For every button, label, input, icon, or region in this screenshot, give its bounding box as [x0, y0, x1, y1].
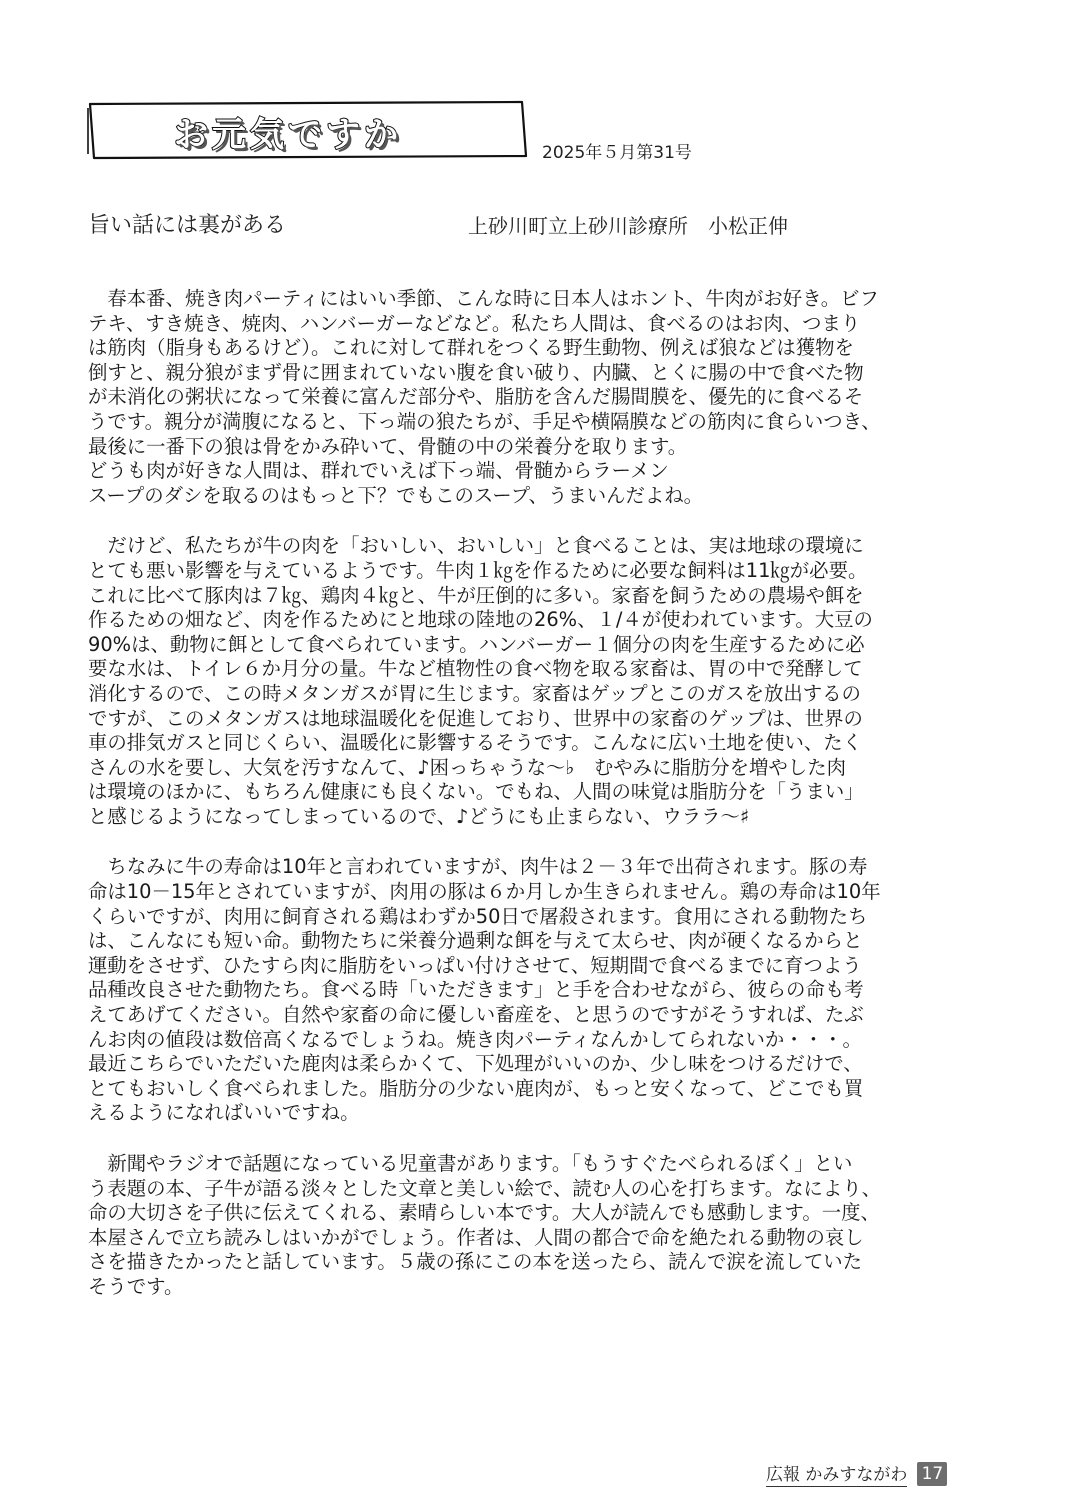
text-line: そうです。 [88, 1274, 184, 1298]
text-line: えるようになればいいですね。 [88, 1101, 360, 1125]
text-line: スープのダシを取るのはもっと下？でもこのスープ、うまいんだよね。 [88, 483, 704, 507]
issue-label: 2025年５月第31号 [542, 143, 692, 163]
text-line: 最近こちらでいただいた鹿肉は柔らかくて、下処理がいいのか、少し味をつけるだけで、 [88, 1052, 863, 1076]
text-line: うです。親分が満腹になると、下っ端の狼たちが、手足や横隔膜などの筋肉に食らいつき、 [88, 409, 881, 433]
text-line: だけど、私たちが牛の肉を「おいしい、おいしい」と食べることは、実は地球の環境に [88, 534, 864, 558]
text-line: 90%は、動物に餌として食べられています。ハンバーガー１個分の肉を生産するために必 [88, 632, 865, 656]
text-line: えてあげてください。自然や家畜の命に優しい畜産を、と思うのですがそうすれば、たぶ [88, 1003, 864, 1027]
paragraph-3 [88, 855, 982, 1126]
text-line: 新聞やラジオで話題になっている児童書があります。「もうすぐたべられるぼく」とい [88, 1152, 853, 1175]
text-line: さんの水を要し、大気を汚すなんて、♪困っちゃうな～♭ むやみに脂肪分を増やした肉 [88, 755, 846, 779]
text-line: とてもおいしく食べられました。脂肪分の少ない鹿肉が、もっと安くなって、どこでも買 [88, 1076, 864, 1100]
text-line: ですが、このメタンガスは地球温暖化を促進しており、世界中の家畜のゲップは、世界の [88, 706, 863, 730]
text-line: どうも肉が好きな人間は、群れでいえば下っ端、骨髄からラーメン [88, 459, 669, 483]
text-line: 命は10－15年とされていますが、肉用の豚は６か月しか生きられません。鶏の寿命は10年 [88, 880, 881, 904]
text-line: が未消化の粥状になって栄養に富んだ部分や、脂肪を含んだ腸間膜を、優先的に食べるそ [88, 385, 864, 409]
text-line: 作るための畑など、肉を作るためにと地球の陸地の26%、１/４が使われています。大豆の [88, 608, 873, 632]
paragraph-2 [88, 534, 982, 829]
paragraph-4 [88, 1152, 982, 1300]
column-title-frame [86, 100, 530, 162]
text-line: 命の大切さを子供に伝えてくれる、素晴らしい本です。大人が読んでも感動します。一度、 [88, 1201, 880, 1225]
text-line: 要な水は、トイレ６か月分の量。牛など植物性の食べ物を取る家畜は、胃の中で発酵して [88, 657, 863, 681]
article-author: 上砂川町立上砂川診療所 小松正伸 [468, 214, 788, 238]
page-number: 17 [917, 1462, 947, 1486]
text-line: 春本番、焼き肉パーティにはいい季節、こんな時に日本人はホント、牛肉がお好き。ビフ [88, 287, 879, 310]
text-line: 消化するので、この時メタンガスが胃に生じます。家畜はゲップとこのガスを放出するの [88, 681, 861, 705]
text-line: 品種改良させた動物たち。食べる時「いただきます」と手を合わせながら、彼らの命も考 [88, 978, 864, 1002]
publication-name: 広報 かみすながわ [766, 1460, 907, 1487]
text-line: テキ、すき焼き、焼肉、ハンバーガーなどなど。私たち人間は、食べるのはお肉、つまり [88, 311, 861, 335]
text-line: 車の排気ガスと同じくらい、温暖化に影響するそうです。こんなに広い土地を使い、たく [88, 731, 863, 755]
text-line: は、こんなにも短い命。動物たちに栄養分過剰な餌を与えて太らせ、肉が硬くなるからと [88, 929, 863, 953]
text-line: 倒すと、親分狼がまず骨に囲まれていない腹を食い破り、内臓、とくに腸の中で食べた物 [88, 360, 864, 384]
text-line: は環境のほかに、もちろん健康にも良くない。でもね、人間の味覚は脂肪分を「うまい」 [88, 780, 864, 804]
text-line: 本屋さんで立ち読みしはいかがでしょう。作者は、人間の都合で命を絶たれる動物の哀し [88, 1225, 864, 1249]
text-line: ちなみに牛の寿命は10年と言われていますが、肉牛は２－３年で出荷されます。豚の寿 [88, 855, 868, 879]
text-line: 最後に一番下の狼は骨をかみ砕いて、骨髄の中の栄養分を取ります。 [88, 434, 688, 458]
paragraph-1 [88, 287, 982, 508]
article-body [88, 287, 982, 1326]
text-line: は筋肉（脂身もあるけど）。これに対して群れをつくる野生動物、例えば狼などは獲物を [88, 336, 854, 360]
text-line: くらいですが、肉用に飼育される鶏はわずか50日で屠殺されます。食用にされる動物たち [88, 904, 868, 928]
text-line: と感じるようになってしまっているので、♪どうにも止まらない、ウララ～♯ [88, 804, 750, 828]
column-title: お元気ですか [174, 115, 402, 155]
page-footer [766, 1460, 947, 1486]
text-line: 運動をさせず、ひたすら肉に脂肪をいっぱい付けさせて、短期間で食べるまでに育つよう [88, 953, 862, 977]
text-line: これに比べて豚肉は７㎏、鶏肉４㎏と、牛が圧倒的に多い。家畜を飼うための農場や餌を [88, 583, 864, 607]
article-title: 旨い話には裏がある [88, 213, 287, 238]
text-line: さを描きたかったと話しています。５歳の孫にこの本を送ったら、読んで涙を流していた [88, 1250, 863, 1274]
text-line: う表題の本、子牛が語る淡々とした文章と美しい絵で、読む人の心を打ちます。なにより、 [88, 1176, 882, 1200]
text-line: とても悪い影響を与えているようです。牛肉１㎏を作るために必要な飼料は11㎏が必要。 [88, 558, 868, 582]
text-line: んお肉の値段は数倍高くなるでしょうね。焼き肉パーティなんかしてられないか・・・。 [88, 1027, 862, 1051]
